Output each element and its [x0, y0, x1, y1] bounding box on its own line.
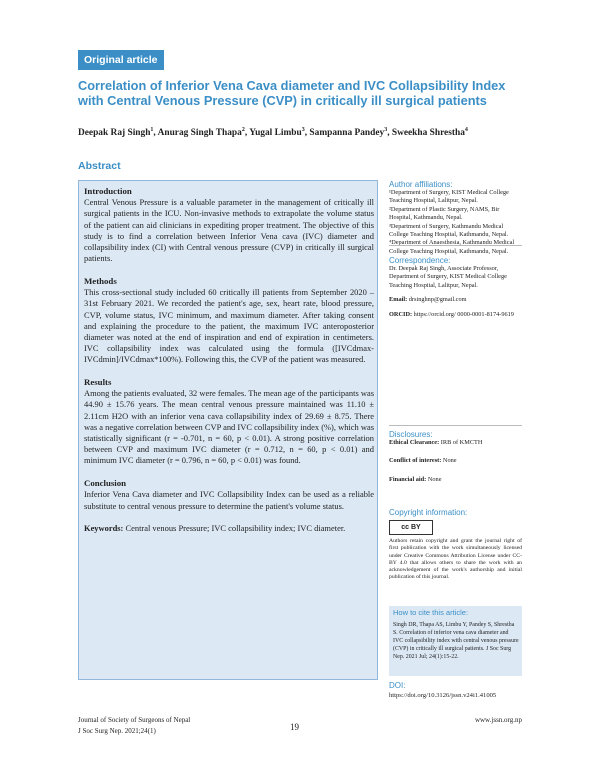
intro-heading: Introduction: [84, 186, 132, 196]
orcid-label: ORCID:: [389, 310, 413, 318]
doi-link[interactable]: https://doi.org/10.3126/jssn.v24i1.41005: [389, 692, 497, 699]
keywords: [84, 523, 374, 534]
disclosures-block: [389, 430, 522, 484]
intro-text: Central Venous Pressure is a valuable parameter in the management of critically ill surgical patients in the ICU. Non-invasive methods to extrapolate the volume status of the patient can aid clinicians in expediting proper treatment. The objective of this study is to find a correlation between Inferior Vena cava (IVC) diameter and collapsibility index (CI) with Central venous pressure (CVP) in critically ill surgical patients.: [84, 197, 374, 264]
author-5: Sweekha Shrestha$^4$: [391, 127, 468, 139]
article-title: Correlation of Inferior Vena Cava diameter and IVC Collapsibility Index with Central Venous Pressure (CVP) in critically ill surgical patients: [78, 78, 506, 109]
correspondence-block: [389, 256, 522, 319]
email-line: [389, 296, 522, 304]
footer-journal: Journal of Society of Surgeons of Nepal: [78, 716, 191, 724]
author-3: Yugal Limbu$^3$,: [249, 127, 310, 139]
author-4: Sampanna Pandey$^3$,: [309, 127, 392, 139]
ethical-label: Ethical Clearance:: [389, 439, 440, 446]
doi-heading: DOI:: [389, 681, 406, 690]
ethical-value: IRB of KMCTH: [440, 439, 483, 446]
page-number: 19: [290, 722, 299, 732]
abstract-body: [84, 186, 374, 546]
aid-label: Financial aid:: [389, 475, 427, 483]
citation-text: Singh DR, Thapa AS, Limbu Y, Pandey S, Shrestha S. Correlation of inferior vena cava diameter and IVC collapsibility index with central venous pressure (CVP) in critically ill surgical patients. J Soc Surg Nep. 2021 Jul; 24(1):15-22.: [393, 622, 519, 661]
results-heading: Results: [84, 377, 112, 388]
cc-license-icon[interactable]: cc BY: [389, 520, 433, 535]
conflict-line: [389, 457, 522, 465]
email-label: Email:: [389, 296, 408, 304]
keywords-text: Central venous Pressure; IVC collapsibility index; IVC diameter.: [125, 523, 346, 534]
correspondence-text: Dr. Deepak Raj Singh, Associate Professor, Department of Surgery, KIST Medical College Teaching Hospital, Lalitpur, Nepal.: [389, 265, 507, 289]
copyright-heading: Copyright information:: [389, 508, 468, 517]
affiliation-1: ¹Department of Surgery, KIST Medical College Teaching Hospital, Lalitpur, Nepal.: [389, 189, 509, 205]
copyright-text: Authors retain copyright and grant the journal right of first publication with the work simultaneously licensed under Creative Commons Attribution License under CC-BY 4.0 that allows others to share the work with an acknowledgement of the work's authorship and initial publication of this journal.: [389, 538, 522, 581]
results-text: Among the patients evaluated, 32 were females. The mean age of the participants was 44.90 ± 15.76 years. The mean central venous pressure maintained was 11.10 ± 2.11cm H2O with an inferior vena cava collapsibility index of 29.69 ± 8.75. There was a negative correlation between CVP and IVC collapsibility index (%), which was statistically significant (r = -0.701, n = 60, p < 0.01). A strong positive correlation between CVP and maximum IVC diameter (r = 0.712, n = 60, p < 0.01) and minimum IVC diameter (r = 0.796, n = 60, p < 0.01) was found.: [84, 388, 374, 466]
keywords-label: Keywords:: [84, 523, 124, 534]
conflict-label: Conflict of interest:: [389, 457, 442, 465]
methods-text: This cross-sectional study included 60 critically ill patients from September 2020 – 31st February 2021. We recorded the patient's age, sex, heart rate, blood pressure, CVP, volume status, IVC minimum, and maximum diameter. After taking consent and explaining the procedure to the patient, the maximum IVC anteroposterior diameter was noted at the end of inspiration and end of expiration in centimeters. IVC collapsibility index was calculated using the formula ([IVCdmax-IVCdmin]/IVCdmax*100%). Following this, the CVP of the patient was measured.: [84, 287, 374, 365]
affiliation-3: ³Department of Surgery, Kathmandu Medical College Teaching Hospital, Kathmandu, Nepal.: [389, 222, 509, 239]
copyright-block: [389, 508, 522, 582]
email-link[interactable]: drsinghnp@gmail.com: [408, 296, 467, 304]
ethical-line: [389, 439, 522, 447]
conclusion-text: Inferior Vena Cava diameter and IVC Collapsibility Index can be used as a reliable substitute to central venous pressure to determine the patient's volume status.: [84, 489, 374, 511]
correspondence-heading: Correspondence:: [389, 256, 451, 265]
conflict-value: None: [442, 457, 457, 465]
orcid-line: [389, 311, 522, 319]
aid-value: None: [427, 475, 442, 483]
affiliation-2: ²Department of Plastic Surgery, NAMS, Bir Hospital, Kathmandu, Nepal.: [389, 205, 500, 222]
aid-line: [389, 476, 522, 484]
abstract-heading: Abstract: [78, 160, 121, 172]
affiliation-4: ⁴Department of Anaesthesia, Kathmandu Medical College Teaching Hospital, Kathmandu, Nepal.: [389, 239, 515, 255]
citation-heading: How to cite this article:: [393, 608, 469, 617]
author-list: [78, 127, 523, 138]
affiliations-heading: Author affiliations:: [389, 180, 453, 189]
author-2: Anurag Singh Thapa$^2$,: [157, 127, 250, 139]
disclosures-heading: Disclosures:: [389, 430, 433, 439]
conclusion-heading: Conclusion: [84, 478, 127, 489]
sidebar-divider: [389, 425, 522, 426]
footer-url[interactable]: www.jssn.org.np: [474, 716, 522, 724]
sidebar-divider: [389, 245, 522, 246]
author-1: Deepak Raj Singh$^1$,: [78, 127, 158, 139]
methods-heading: Methods: [84, 275, 117, 286]
article-type-tag: Original article: [78, 50, 164, 70]
orcid-link[interactable]: https://orcid.org/ 0000-0001-8174-9619: [413, 310, 514, 318]
footer-citation: J Soc Surg Nep. 2021;24(1): [78, 727, 156, 735]
